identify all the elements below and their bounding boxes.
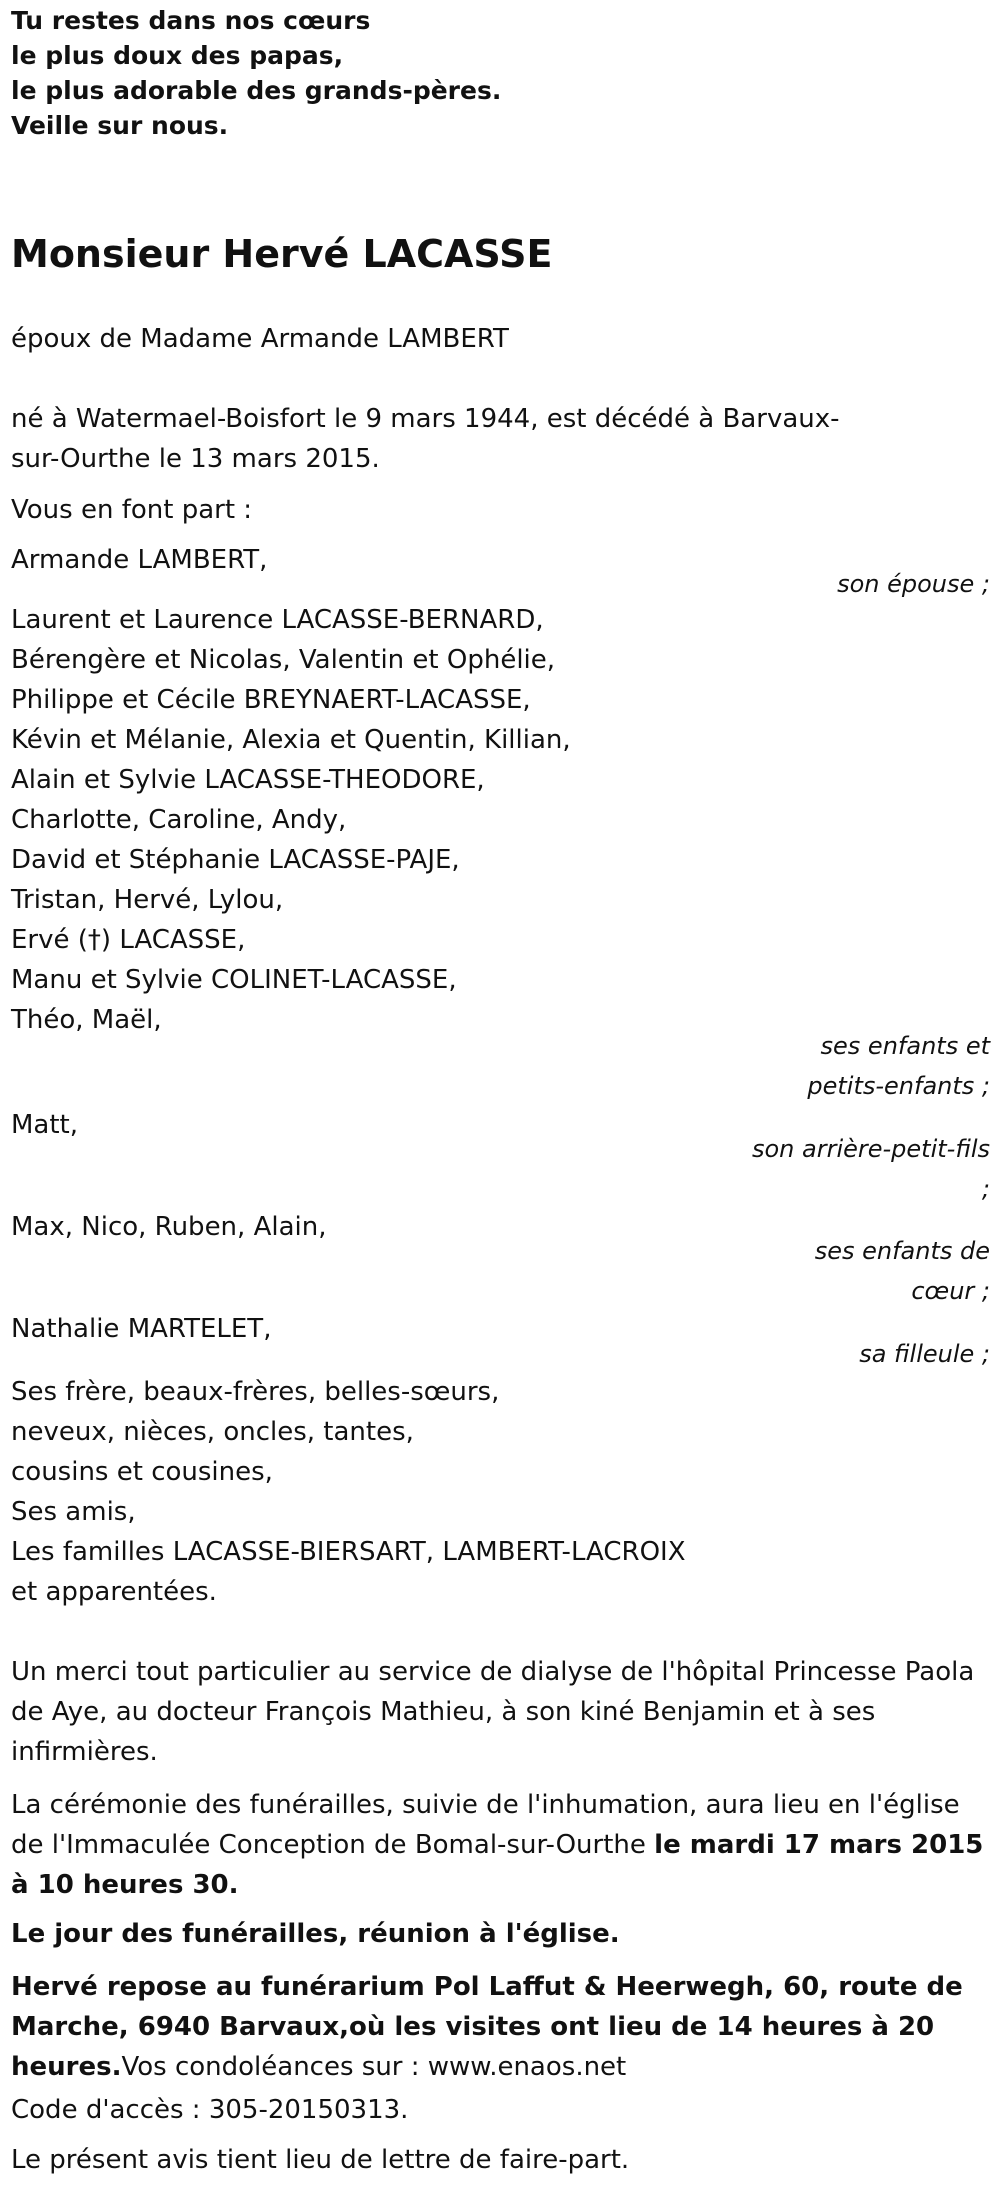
great-grandson-role-line-2: ; — [981, 1175, 990, 1203]
birth-death-line-1: né à Watermael-Boisfort le 9 mars 1944, est décédé à Barvaux- — [11, 404, 840, 434]
child-line-9: Ervé (†) LACASSE, — [11, 925, 246, 955]
heart-children-role-line-1: ses enfants de — [814, 1237, 990, 1265]
family-line-4: Ses amis, — [11, 1497, 136, 1527]
children-role-line-2: petits-enfants ; — [807, 1072, 990, 1100]
epitaph-line-3: le plus adorable des grands-pères. — [11, 76, 502, 105]
meeting-line: Le jour des funérailles, réunion à l'église. — [11, 1919, 620, 1949]
epitaph-line-2: le plus doux des papas, — [11, 41, 344, 70]
heart-children-names: Max, Nico, Ruben, Alain, — [11, 1212, 327, 1242]
intro-line: Vous en font part : — [11, 495, 253, 525]
family-line-1: Ses frère, beaux-frères, belles-sœurs, — [11, 1377, 500, 1407]
great-grandson-name: Matt, — [11, 1110, 79, 1140]
epitaph-line-1: Tu restes dans nos cœurs — [11, 6, 371, 35]
child-line-10: Manu et Sylvie COLINET-LACASSE, — [11, 965, 457, 995]
child-line-7: David et Stéphanie LACASSE-PAJE, — [11, 845, 460, 875]
spouse-line: époux de Madame Armande LAMBERT — [11, 324, 509, 354]
goddaughter-name: Nathalie MARTELET, — [11, 1314, 272, 1344]
deceased-name: Monsieur Hervé LACASSE — [11, 232, 553, 276]
spouse-role: son épouse ; — [837, 570, 990, 598]
family-line-6: et apparentées. — [11, 1577, 217, 1607]
goddaughter-role: sa filleule ; — [859, 1340, 990, 1368]
thanks-paragraph: Un merci tout particulier au service de dialyse de l'hôpital Princesse Paola de Aye, au docteur François Mathieu, à son kiné Benjamin et à ses infirmières. — [11, 1657, 975, 1767]
epitaph-line-4: Veille sur nous. — [11, 111, 229, 140]
child-line-4: Kévin et Mélanie, Alexia et Quentin, Killian, — [11, 725, 571, 755]
child-line-3: Philippe et Cécile BREYNAERT-LACASSE, — [11, 685, 531, 715]
child-line-6: Charlotte, Caroline, Andy, — [11, 805, 347, 835]
child-line-1: Laurent et Laurence LACASSE-BERNARD, — [11, 605, 544, 635]
condolences-text: Vos condoléances sur : www.enaos.net — [121, 2052, 627, 2082]
child-line-11: Théo, Maël, — [11, 1005, 162, 1035]
birth-death-line-2: sur-Ourthe le 13 mars 2015. — [11, 444, 380, 474]
funeral-home-paragraph — [11, 1967, 991, 2087]
children-role-line-1: ses enfants et — [820, 1032, 990, 1060]
funeral-home-text: Hervé repose au funérarium Pol Laffut & Heerwegh, 60, route de Marche, 6940 Barvaux,où les visites ont lieu de 14 heures à 20 heures. — [11, 1972, 963, 2082]
heart-children-role-line-2: cœur ; — [911, 1277, 990, 1305]
access-code: Code d'accès : 305-20150313. — [11, 2095, 409, 2125]
family-line-3: cousins et cousines, — [11, 1457, 273, 1487]
great-grandson-role-line-1: son arrière-petit-fils — [751, 1135, 990, 1163]
child-line-2: Bérengère et Nicolas, Valentin et Ophélie, — [11, 645, 556, 675]
family-line-2: neveux, nièces, oncles, tantes, — [11, 1417, 414, 1447]
child-line-8: Tristan, Hervé, Lylou, — [11, 885, 284, 915]
spouse-name: Armande LAMBERT, — [11, 545, 268, 575]
ceremony-text: La cérémonie des funérailles, suivie de l'inhumation, aura lieu en l'église de l'Immaculée Conception de Bomal-sur-Ourthe — [11, 1790, 960, 1860]
family-line-5: Les familles LACASSE-BIERSART, LAMBERT-LACROIX — [11, 1537, 686, 1567]
ceremony-date: le mardi 17 mars 2015 à 10 heures 30. — [11, 1830, 984, 1900]
closing-line: Le présent avis tient lieu de lettre de faire-part. — [11, 2145, 630, 2175]
ceremony-paragraph — [11, 1785, 991, 1905]
child-line-5: Alain et Sylvie LACASSE-THEODORE, — [11, 765, 485, 795]
